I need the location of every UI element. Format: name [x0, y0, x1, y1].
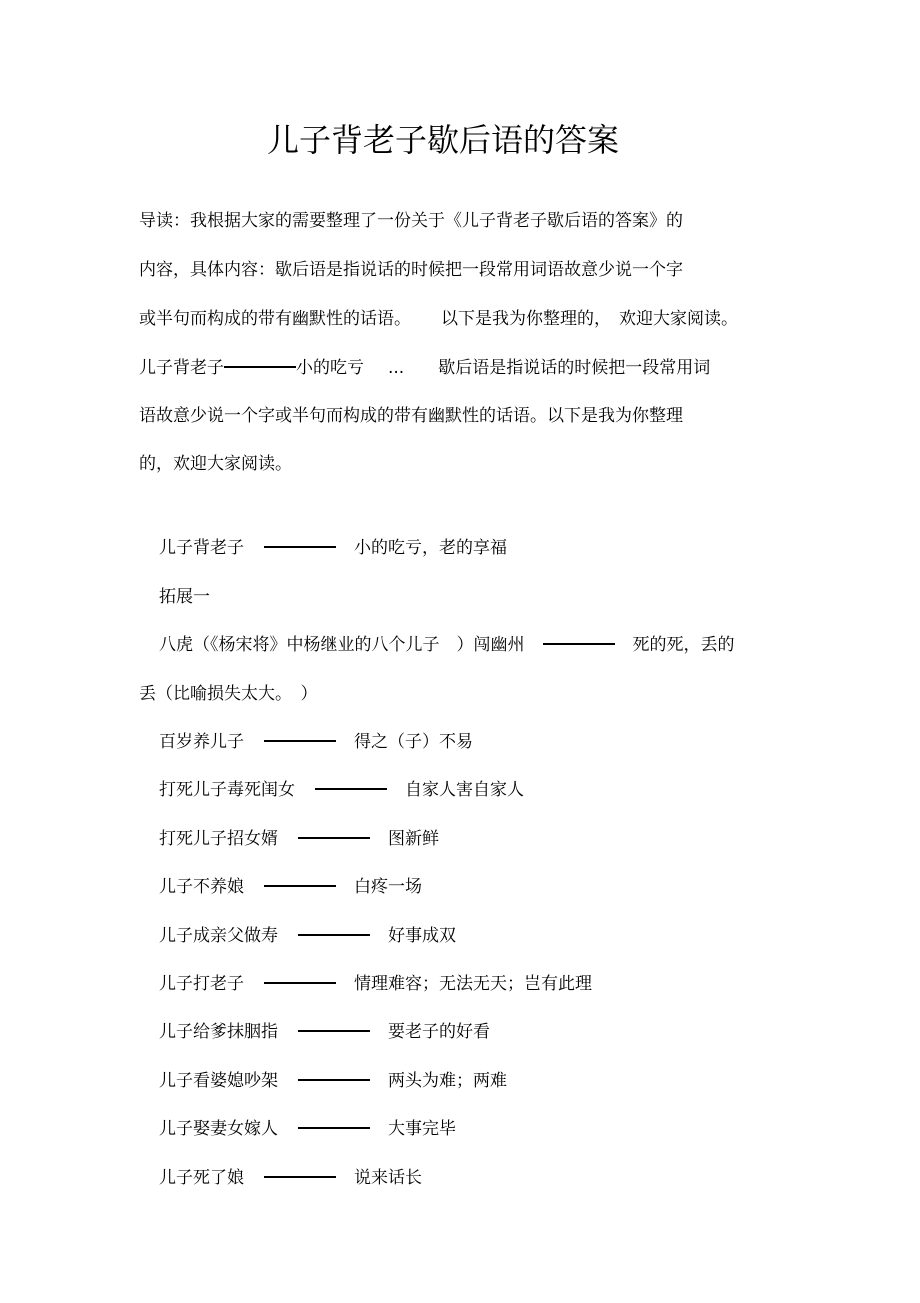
entry-question: 打死儿子毒死闺女: [159, 780, 295, 800]
summary-line-2: 语故意少说一个字或半句而构成的带有幽默性的话语。以下是我为你整理: [139, 406, 683, 426]
summary-ellipsis: ...: [388, 358, 405, 378]
entry-answer: 好事成双: [388, 926, 456, 946]
entry-question: 儿子看婆媳吵架: [159, 1071, 278, 1091]
dash-divider: [264, 885, 336, 887]
dash-divider: [224, 366, 296, 368]
entry-answer: 得之（子）不易: [354, 732, 473, 752]
dash-divider: [543, 643, 615, 645]
entry-question: 百岁养儿子: [159, 732, 244, 752]
entry-answer: 要老子的好看: [388, 1022, 490, 1042]
entry-extended-cont: 丢（比喻损失太大。 ）: [139, 684, 318, 704]
entry-question: 儿子打老子: [159, 974, 244, 994]
entry-question: 儿子娶妻女嫁人: [159, 1119, 278, 1139]
summary-line-1: [139, 356, 710, 380]
list-item: [159, 827, 439, 851]
dash-divider: [298, 1030, 370, 1032]
entry-question: 儿子给爹抹胭指: [159, 1022, 278, 1042]
entry-question: 儿子死了娘: [159, 1168, 244, 1188]
intro-line-2: 内容，具体内容：歇后语是指说话的时候把一段常用词语故意少说一个字: [139, 260, 683, 280]
dash-divider: [264, 740, 336, 742]
entry-answer: 死的死，丢的: [632, 635, 735, 655]
list-item: [159, 972, 592, 996]
list-item: [159, 924, 456, 948]
intro-text-a: 或半句而构成的带有幽默性的话语。: [139, 309, 411, 329]
dash-divider: [298, 934, 370, 936]
entry-question: 儿子不养娘: [159, 877, 244, 897]
list-item: [159, 778, 524, 802]
summary-rest: 歇后语是指说话的时候把一段常用词: [438, 358, 711, 378]
list-item: [159, 875, 422, 899]
dash-divider: [298, 1079, 370, 1081]
entry-question: 儿子成亲父做寿: [159, 926, 278, 946]
entry-answer: 小的吃亏，老的享福: [354, 538, 507, 558]
intro-line-1: 导读：我根据大家的需要整理了一份关于《儿子背老子歇后语的答案》的: [139, 211, 683, 231]
dash-divider: [264, 546, 336, 548]
list-item: [159, 1020, 490, 1044]
entry-question: 儿子背老子: [159, 538, 244, 558]
section-heading: 拓展一: [159, 587, 210, 607]
page-title: 儿子背老子歇后语的答案: [266, 121, 619, 159]
entry-answer: 自家人害自家人: [405, 780, 524, 800]
summary-head: 儿子背老子: [139, 358, 224, 378]
intro-text-b: 以下是我为你整理的，: [441, 309, 611, 329]
dash-divider: [264, 982, 336, 984]
list-item: [159, 1117, 456, 1141]
entry-main: [159, 536, 507, 560]
entry-extended: [159, 633, 735, 657]
list-item: [159, 1069, 507, 1093]
dash-divider: [298, 1127, 370, 1129]
dash-divider: [264, 1176, 336, 1178]
entry-question: 八虎（《杨宋将》中杨继业的八个儿子 ）闯幽州: [159, 635, 525, 655]
summary-line-3: 的，欢迎大家阅读。: [139, 454, 292, 474]
entry-question: 打死儿子招女婿: [159, 829, 278, 849]
list-item: [159, 730, 473, 754]
dash-divider: [298, 837, 370, 839]
list-item: [159, 1166, 422, 1190]
intro-text-c: 欢迎大家阅读。: [619, 309, 738, 329]
entry-answer: 大事完毕: [388, 1119, 456, 1139]
entry-answer: 情理难容；无法无天；岂有此理: [354, 974, 592, 994]
intro-line-3: [139, 307, 738, 331]
entry-answer: 图新鲜: [388, 829, 439, 849]
dash-divider: [315, 788, 387, 790]
summary-answer: 小的吃亏: [296, 358, 364, 378]
entry-answer: 白疼一场: [354, 877, 422, 897]
entry-answer: 两头为难；两难: [388, 1071, 507, 1091]
entry-answer: 说来话长: [354, 1168, 422, 1188]
